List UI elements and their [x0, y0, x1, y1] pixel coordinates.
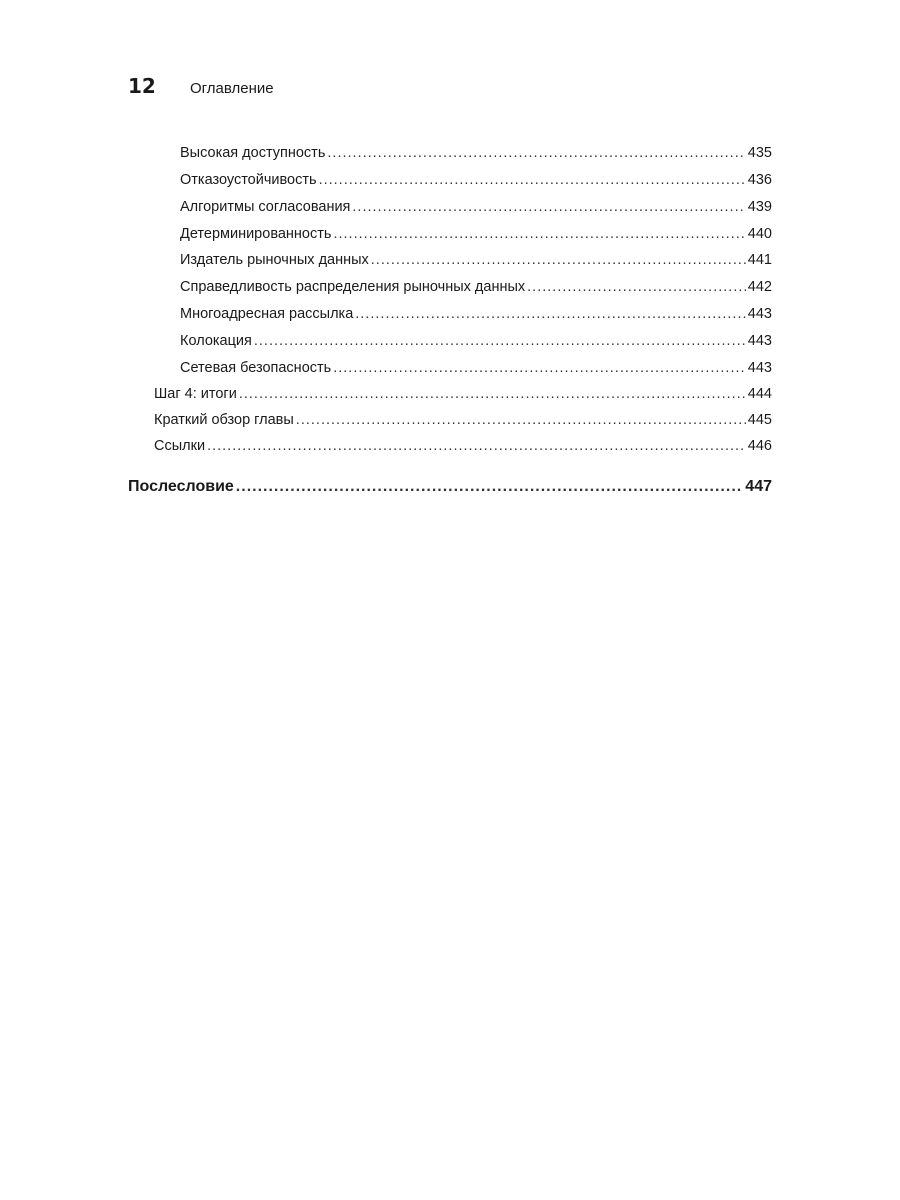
toc-entry	[180, 140, 772, 166]
toc-entry-label: Краткий обзор главы	[154, 412, 294, 428]
toc-entry-page: 443	[747, 306, 772, 322]
toc-entry-label: Многоадресная рассылка	[180, 306, 354, 322]
toc-entry-page: 446	[747, 438, 772, 454]
toc-entry-page: 447	[745, 478, 772, 495]
toc-entry-label: Сетевая безопасность	[180, 360, 332, 376]
toc-entry	[180, 274, 772, 300]
toc-entry	[180, 221, 772, 247]
toc-entry	[154, 433, 772, 459]
toc-entry	[180, 328, 772, 354]
toc-entry-page: 439	[747, 199, 772, 215]
page-header	[128, 74, 274, 104]
dot-leader	[355, 301, 746, 327]
dot-leader	[319, 167, 746, 193]
toc-entry-label: Отказоустойчивость	[180, 172, 317, 188]
toc-entry	[180, 194, 772, 220]
toc-entry	[180, 301, 772, 327]
dot-leader	[371, 247, 746, 273]
dot-leader	[254, 328, 746, 354]
toc-entry-label: Ссылки	[154, 438, 206, 454]
dot-leader	[236, 474, 744, 500]
toc-entry	[154, 407, 772, 433]
dot-leader	[333, 355, 746, 381]
dot-leader	[207, 433, 746, 459]
dot-leader	[239, 381, 746, 407]
toc-entry-label: Шаг 4: итоги	[154, 386, 237, 402]
dot-leader	[333, 221, 745, 247]
toc-entry-label: Высокая доступность	[180, 145, 326, 161]
toc-entry-label: Алгоритмы согласования	[180, 199, 351, 215]
toc-entry	[128, 474, 772, 500]
toc-entry-label: Издатель рыночных данных	[180, 252, 369, 268]
dot-leader	[352, 194, 745, 220]
toc-entry	[154, 381, 772, 407]
toc-entry-page: 436	[747, 172, 772, 188]
page-number: 12	[128, 74, 156, 98]
toc-entry-page: 441	[747, 252, 772, 268]
toc-entry	[180, 167, 772, 193]
toc-entry-label: Детерминированность	[180, 226, 332, 242]
toc-entry-page: 445	[747, 412, 772, 428]
toc-entry	[180, 355, 772, 381]
toc-entry	[180, 247, 772, 273]
toc-entry-page: 435	[747, 145, 772, 161]
toc-entry-label: Послесловие	[128, 478, 234, 495]
dot-leader	[296, 407, 746, 433]
toc-entry-page: 443	[747, 360, 772, 376]
dot-leader	[327, 140, 745, 166]
toc-entry-page: 442	[747, 279, 772, 295]
toc-entry-page: 443	[747, 333, 772, 349]
running-header-title: Оглавление	[190, 80, 274, 97]
dot-leader	[527, 274, 746, 300]
toc-entry-page: 440	[747, 226, 772, 242]
toc-entry-label: Справедливость распределения рыночных данных	[180, 279, 526, 295]
toc-entry-label: Колокация	[180, 333, 252, 349]
toc-entry-page: 444	[747, 386, 772, 402]
